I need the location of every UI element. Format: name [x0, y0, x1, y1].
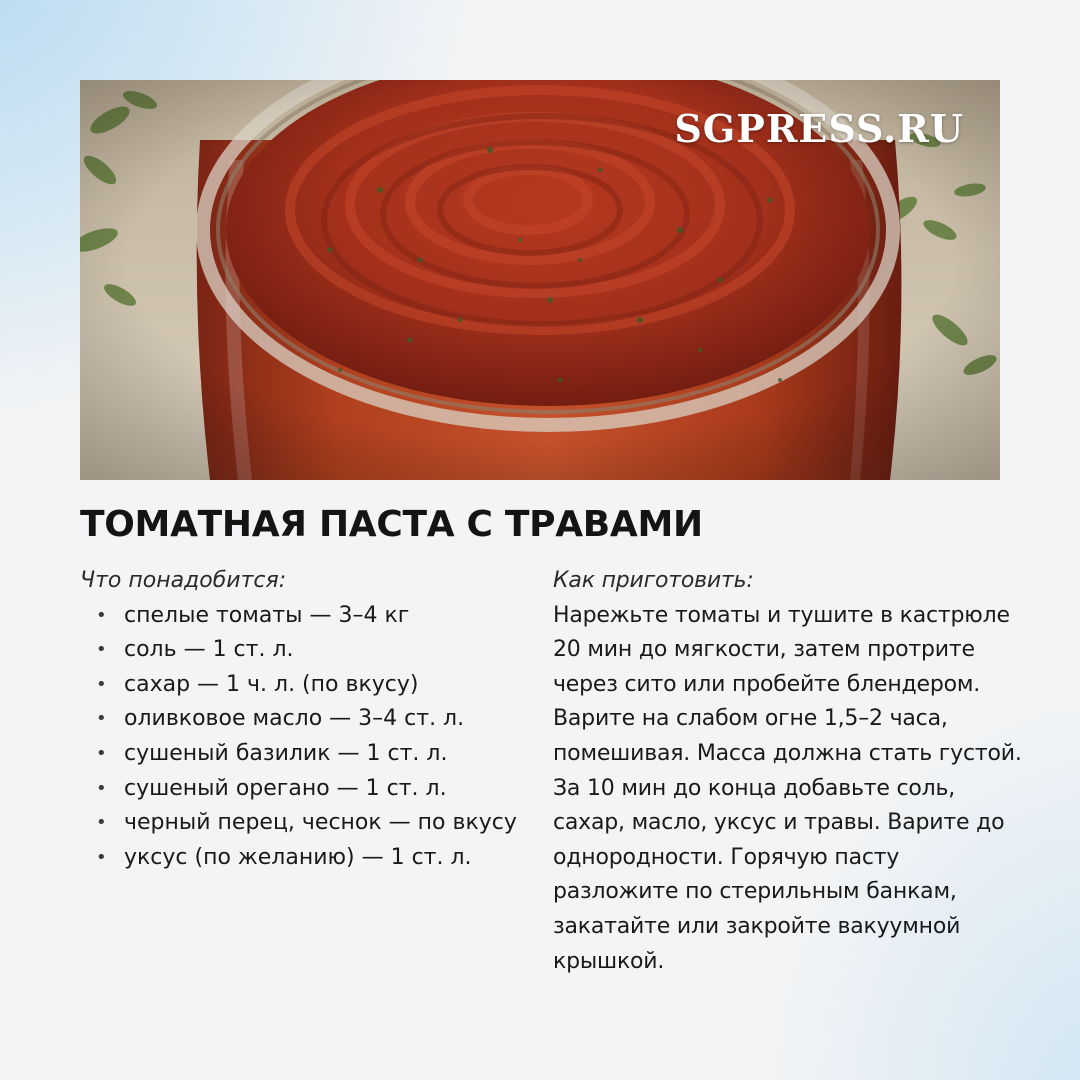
ingredients-section: [80, 564, 535, 875]
recipe-title: ТОМАТНАЯ ПАСТА С ТРАВАМИ: [80, 504, 703, 545]
hero-photo: [80, 80, 1000, 480]
ingredient-item: • черный перец, чеснок — по вкусу: [80, 806, 535, 841]
method-heading: Как приготовить:: [553, 568, 754, 593]
ingredient-item: • сахар — 1 ч. л. (по вкусу): [80, 668, 535, 703]
ingredients-list: [80, 599, 535, 876]
ingredient-item: • соль — 1 ст. л.: [80, 633, 535, 668]
ingredient-item: • сушеный орегано — 1 ст. л.: [80, 772, 535, 807]
ingredient-item: • спелые томаты — 3–4 кг: [80, 599, 535, 634]
ingredient-item: • уксус (по желанию) — 1 ст. л.: [80, 841, 535, 876]
method-text: Нарежьте томаты и тушите в кастрюле 20 мин до мягкости, затем протрите через сито или пробейте блендером. Варите на слабом огне 1,5–2 часа, помешивая. Масса должна стать густой. За 10 мин до конца добавьте соль, сахар, масло, уксус и травы. Варите до однородности. Горячую пасту разложите по стерильным банкам, закатайте или закройте вакуумной крышкой.: [553, 602, 1022, 974]
ingredients-heading: Что понадобится:: [80, 568, 287, 593]
method-section: [553, 564, 1023, 979]
ingredient-item: • сушеный базилик — 1 ст. л.: [80, 737, 535, 772]
ingredient-item: • оливковое масло — 3–4 ст. л.: [80, 702, 535, 737]
site-watermark: SGPRESS.RU: [674, 106, 964, 151]
